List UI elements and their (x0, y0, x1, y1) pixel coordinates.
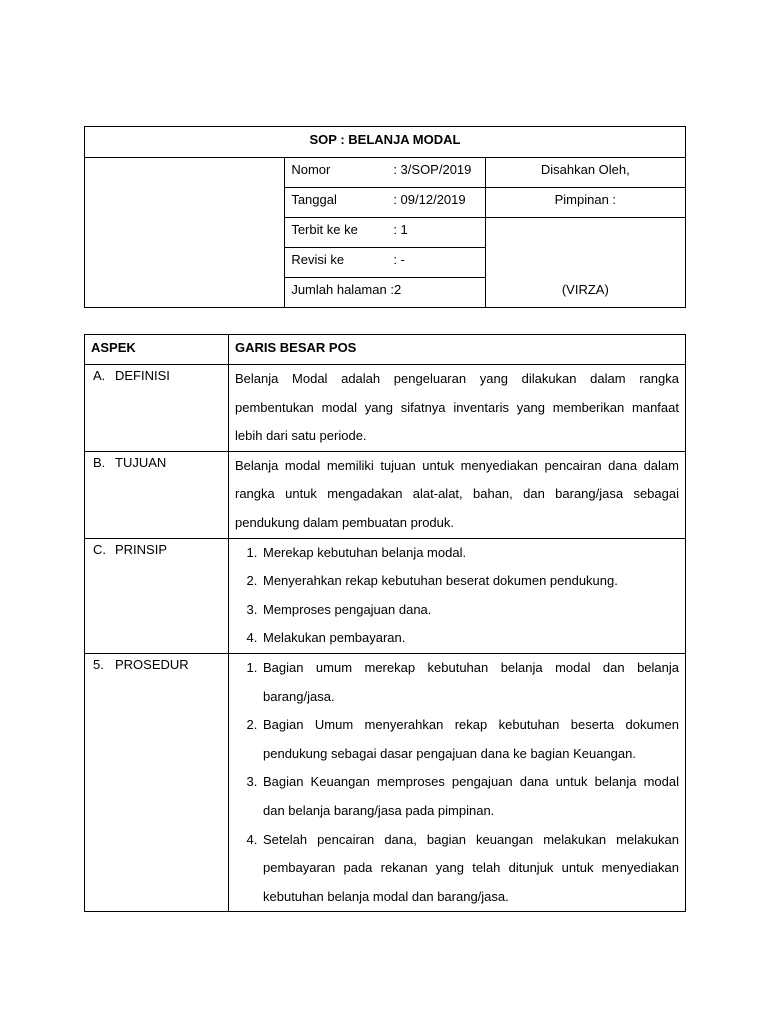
sop-header-table (84, 126, 686, 308)
table-row (85, 653, 686, 911)
aspect-cell (85, 365, 229, 452)
list-item: 4. Setelah pencairan dana, bagian keuangan melakukan melakukan pembayaran pada rekanan yang telah ditunjuk untuk menyediakan kebutuhan belanja modal dan barang/jasa. (261, 826, 679, 912)
field-label: Jumlah halaman (291, 282, 387, 297)
table-row (85, 538, 686, 653)
aspect-number: 5. (93, 656, 104, 672)
table-row (85, 365, 686, 452)
aspect-label: PROSEDUR (115, 656, 189, 672)
list-item: 3. Bagian Keuangan memproses pengajuan dana untuk belanja modal dan belanja barang/jasa pada pimpinan. (261, 768, 679, 825)
field-terbit (285, 218, 485, 248)
field-label: Terbit ke ke (291, 222, 358, 237)
aspect-number: C. (93, 541, 106, 557)
list-item: 2. Menyerahkan rekap kebutuhan beserat dokumen pendukung. (261, 567, 679, 596)
procedure-list (235, 654, 679, 911)
list-item: 1. Bagian umum merekap kebutuhan belanja modal dan belanja barang/jasa. (261, 654, 679, 711)
aspect-label: DEFINISI (115, 368, 170, 383)
field-revisi (285, 248, 485, 278)
purpose-text: Belanja modal memiliki tujuan untuk menyediakan pencairan dana dalam rangka untuk mengadakan alat-alat, bahan, dan barang/jasa sebagai pendukung dalam pembuatan produk. (229, 451, 686, 538)
column-header-aspect: ASPEK (85, 335, 229, 365)
field-label: Revisi ke (291, 252, 345, 267)
aspect-cell (85, 538, 229, 653)
aspect-number: A. (93, 368, 106, 383)
field-tanggal (285, 188, 485, 218)
leader-name: (VIRZA) (485, 218, 685, 308)
field-value: : 09/12/2019 (393, 192, 466, 207)
list-item: 2. Bagian Umum menyerahkan rekap kebutuhan beserta dokumen pendukung sebagai dasar pengajuan dana ke bagian Keuangan. (261, 711, 679, 768)
aspect-label: TUJUAN (115, 454, 167, 470)
field-label: Nomor (291, 162, 331, 177)
field-value: : 3/SOP/2019 (393, 162, 472, 177)
sop-title: SOP : BELANJA MODAL (85, 127, 686, 158)
field-label: Tanggal (291, 192, 337, 207)
column-header-outline: GARIS BESAR POS (229, 335, 686, 365)
principles-cell (229, 538, 686, 653)
leader-label: Pimpinan : (485, 188, 685, 218)
list-item: 4. Melakukan pembayaran. (261, 624, 679, 653)
field-value: : 1 (393, 222, 408, 237)
aspect-cell (85, 451, 229, 538)
table-row (85, 451, 686, 538)
field-value: :2 (390, 282, 402, 297)
list-item: 1. Merekap kebutuhan belanja modal. (261, 539, 679, 568)
aspect-cell (85, 653, 229, 911)
field-halaman (285, 278, 485, 308)
principles-list (235, 539, 679, 653)
procedure-cell (229, 653, 686, 911)
definition-text: Belanja Modal adalah pengeluaran yang dilakukan dalam rangka pembentukan modal yang sifatnya inventaris yang memberikan manfaat lebih dari satu periode. (229, 365, 686, 452)
field-value: : - (393, 252, 405, 267)
logo-placeholder-cell (85, 158, 285, 308)
list-item: 3. Memproses pengajuan dana. (261, 596, 679, 625)
field-nomor (285, 158, 485, 188)
sop-content-table (84, 334, 686, 912)
approved-by-label: Disahkan Oleh, (485, 158, 685, 188)
aspect-number: B. (93, 454, 106, 470)
aspect-label: PRINSIP (115, 541, 168, 557)
